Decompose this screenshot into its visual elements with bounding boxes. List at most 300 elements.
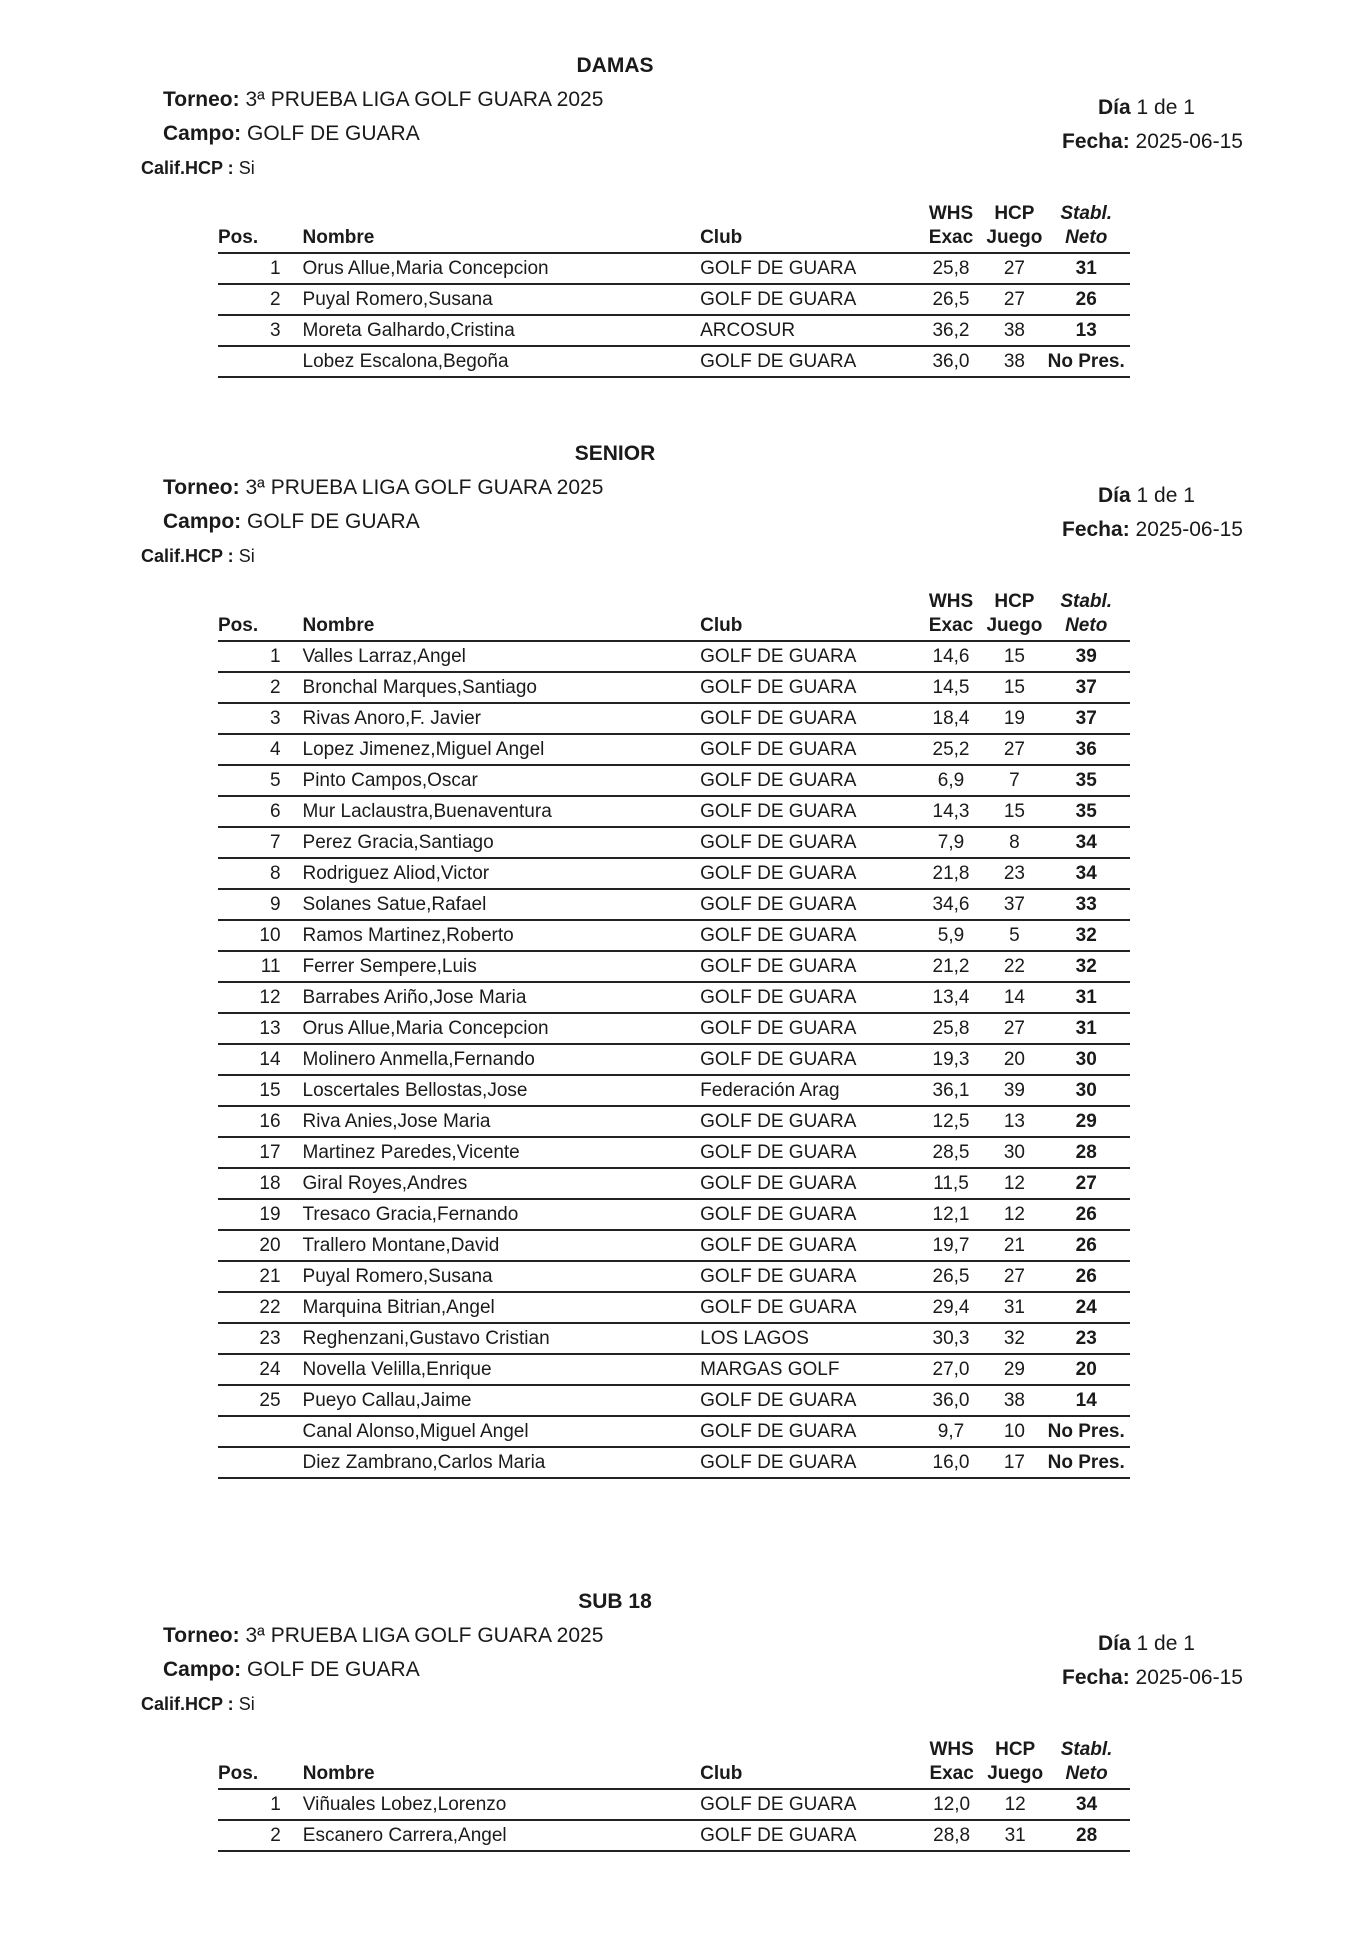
campo-label: Campo: — [163, 510, 242, 533]
fecha-line — [1062, 130, 1243, 154]
name-cell: Escanero Carrera,Angel — [303, 1820, 700, 1851]
whs-header — [916, 202, 987, 253]
table-row — [218, 1044, 1130, 1075]
hcp-cell: 15 — [986, 641, 1042, 672]
dia-line — [1098, 1632, 1195, 1656]
results-table — [218, 1738, 1130, 1852]
name-cell: Canal Alonso,Miguel Angel — [303, 1416, 701, 1447]
hcp-header — [986, 590, 1042, 641]
calif-label: Calif.HCP : — [141, 1694, 234, 1714]
club-cell: GOLF DE GUARA — [700, 1292, 915, 1323]
table-row — [218, 1820, 1130, 1851]
whs-header-text: Exac — [928, 615, 974, 636]
name-cell: Puyal Romero,Susana — [303, 284, 701, 315]
calif-label: Calif.HCP : — [141, 546, 234, 566]
neto-cell: 14 — [1042, 1385, 1130, 1416]
club-cell: GOLF DE GUARA — [700, 1416, 915, 1447]
whs-cell: 26,5 — [916, 1261, 987, 1292]
campo-line — [163, 510, 420, 534]
hcp-cell: 27 — [986, 284, 1042, 315]
whs-cell: 34,6 — [916, 889, 987, 920]
fecha-value: 2025-06-15 — [1135, 518, 1243, 541]
pos-cell: 19 — [218, 1199, 303, 1230]
table-row — [218, 1789, 1130, 1820]
neto-cell: 26 — [1042, 1199, 1130, 1230]
table-row — [218, 641, 1130, 672]
table-row — [218, 1230, 1130, 1261]
whs-cell: 26,5 — [916, 284, 987, 315]
whs-cell: 28,8 — [916, 1820, 987, 1851]
pos-cell: 1 — [218, 1789, 303, 1820]
hcp-cell: 31 — [986, 1292, 1042, 1323]
club-cell: GOLF DE GUARA — [700, 1013, 915, 1044]
dia-value: 1 de 1 — [1136, 96, 1195, 119]
club-cell: Federación Arag — [700, 1075, 915, 1106]
neto-cell: 34 — [1042, 827, 1130, 858]
table-row — [218, 920, 1130, 951]
club-cell: GOLF DE GUARA — [700, 1106, 915, 1137]
name-cell: Bronchal Marques,Santiago — [303, 672, 701, 703]
whs-cell: 27,0 — [916, 1354, 987, 1385]
club-header-text: Club — [700, 615, 743, 636]
name-cell: Loscertales Bellostas,Jose — [303, 1075, 701, 1106]
hcp-cell: 29 — [986, 1354, 1042, 1385]
dia-value: 1 de 1 — [1136, 484, 1195, 507]
club-cell: GOLF DE GUARA — [700, 1230, 915, 1261]
section-title: SENIOR — [574, 442, 656, 465]
club-cell: GOLF DE GUARA — [700, 703, 915, 734]
table-row — [218, 982, 1130, 1013]
pos-cell — [218, 1447, 303, 1478]
torneo-value: 3ª PRUEBA LIGA GOLF GUARA 2025 — [245, 1624, 604, 1647]
hcp-header-text: Juego — [986, 615, 1043, 636]
name-header — [303, 202, 701, 253]
club-cell: GOLF DE GUARA — [700, 1044, 915, 1075]
table-row — [218, 1447, 1130, 1478]
pos-cell — [218, 346, 303, 377]
pos-cell: 2 — [218, 1820, 303, 1851]
whs-cell: 18,4 — [916, 703, 987, 734]
table-row — [218, 284, 1130, 315]
name-cell: Trallero Montane,David — [303, 1230, 701, 1261]
table-row — [218, 889, 1130, 920]
whs-cell: 12,1 — [916, 1199, 987, 1230]
club-cell: GOLF DE GUARA — [700, 796, 915, 827]
fecha-line — [1062, 518, 1243, 542]
whs-cell: 5,9 — [916, 920, 987, 951]
neto-header — [1042, 590, 1130, 641]
calif-line — [141, 546, 255, 567]
hcp-header — [987, 1738, 1043, 1789]
pos-cell: 2 — [218, 672, 303, 703]
fecha-value: 2025-06-15 — [1135, 1666, 1243, 1689]
club-cell: GOLF DE GUARA — [700, 951, 915, 982]
club-cell: GOLF DE GUARA — [700, 734, 915, 765]
club-cell: GOLF DE GUARA — [700, 1447, 915, 1478]
name-cell: Puyal Romero,Susana — [303, 1261, 701, 1292]
table-row — [218, 1137, 1130, 1168]
whs-cell: 30,3 — [916, 1323, 987, 1354]
neto-header-text: Neto — [1065, 1763, 1108, 1784]
pos-cell: 10 — [218, 920, 303, 951]
campo-value: GOLF DE GUARA — [247, 1658, 420, 1681]
name-header-text: Nombre — [302, 227, 375, 248]
name-cell: Orus Allue,Maria Concepcion — [303, 1013, 701, 1044]
club-header — [700, 1738, 916, 1789]
pos-cell: 4 — [218, 734, 303, 765]
hcp-cell: 10 — [986, 1416, 1042, 1447]
name-cell: Riva Anies,Jose Maria — [303, 1106, 701, 1137]
section-title: DAMAS — [576, 54, 654, 77]
whs-cell: 14,3 — [916, 796, 987, 827]
hcp-cell: 21 — [986, 1230, 1042, 1261]
whs-cell: 13,4 — [916, 982, 987, 1013]
table-row — [218, 1106, 1130, 1137]
neto-header — [1042, 202, 1130, 253]
whs-header-text: WHS — [928, 591, 974, 612]
neto-cell: No Pres. — [1042, 1416, 1130, 1447]
hcp-cell: 20 — [986, 1044, 1042, 1075]
table-row — [218, 1168, 1130, 1199]
whs-cell: 12,0 — [916, 1789, 987, 1820]
neto-cell: 26 — [1042, 284, 1130, 315]
campo-label: Campo: — [163, 1658, 242, 1681]
calif-value: Si — [238, 1694, 255, 1714]
campo-line — [163, 1658, 420, 1682]
name-header-text: Nombre — [302, 1763, 375, 1784]
pos-cell — [218, 1416, 303, 1447]
neto-cell: 26 — [1042, 1230, 1130, 1261]
whs-cell: 7,9 — [916, 827, 987, 858]
neto-cell: 34 — [1042, 858, 1130, 889]
fecha-label: Fecha: — [1062, 518, 1130, 541]
whs-cell: 29,4 — [916, 1292, 987, 1323]
table-row — [218, 796, 1130, 827]
club-cell: GOLF DE GUARA — [700, 253, 915, 284]
club-cell: GOLF DE GUARA — [700, 672, 915, 703]
whs-cell: 14,5 — [916, 672, 987, 703]
neto-cell: 34 — [1043, 1789, 1130, 1820]
pos-cell: 11 — [218, 951, 303, 982]
name-cell: Rodriguez Aliod,Victor — [303, 858, 701, 889]
hcp-header-text: Juego — [986, 227, 1043, 248]
pos-header-text: Pos. — [218, 615, 259, 636]
neto-cell: 31 — [1042, 982, 1130, 1013]
neto-cell: No Pres. — [1042, 346, 1130, 377]
name-cell: Diez Zambrano,Carlos Maria — [303, 1447, 701, 1478]
table-row — [218, 858, 1130, 889]
hcp-cell: 13 — [986, 1106, 1042, 1137]
club-cell: GOLF DE GUARA — [700, 1261, 915, 1292]
table-row — [218, 346, 1130, 377]
pos-cell: 25 — [218, 1385, 303, 1416]
table-row — [218, 1075, 1130, 1106]
pos-cell: 17 — [218, 1137, 303, 1168]
name-cell: Perez Gracia,Santiago — [303, 827, 701, 858]
name-cell: Barrabes Ariño,Jose Maria — [303, 982, 701, 1013]
whs-cell: 9,7 — [916, 1416, 987, 1447]
campo-label: Campo: — [163, 122, 242, 145]
club-header — [700, 202, 915, 253]
pos-header — [218, 202, 303, 253]
whs-cell: 19,7 — [916, 1230, 987, 1261]
table-header-row — [218, 590, 1130, 641]
hcp-cell: 12 — [986, 1199, 1042, 1230]
neto-cell: No Pres. — [1042, 1447, 1130, 1478]
section-title: SUB 18 — [578, 1590, 652, 1613]
table-row — [218, 1199, 1130, 1230]
dia-label: Día — [1098, 1632, 1131, 1655]
pos-cell: 24 — [218, 1354, 303, 1385]
name-cell: Tresaco Gracia,Fernando — [303, 1199, 701, 1230]
name-cell: Ramos Martinez,Roberto — [303, 920, 701, 951]
club-cell: GOLF DE GUARA — [700, 1168, 915, 1199]
hcp-cell: 15 — [986, 672, 1042, 703]
pos-cell: 16 — [218, 1106, 303, 1137]
neto-cell: 30 — [1042, 1044, 1130, 1075]
whs-cell: 28,5 — [916, 1137, 987, 1168]
club-header-text: Club — [700, 1763, 743, 1784]
whs-cell: 36,0 — [916, 1385, 987, 1416]
club-cell: GOLF DE GUARA — [700, 346, 915, 377]
neto-cell: 28 — [1043, 1820, 1130, 1851]
name-cell: Lopez Jimenez,Miguel Angel — [303, 734, 701, 765]
hcp-cell: 8 — [986, 827, 1042, 858]
whs-cell: 25,8 — [916, 1013, 987, 1044]
neto-header-text: Stabl. — [1060, 591, 1113, 612]
club-header — [700, 590, 915, 641]
calif-line — [141, 1694, 255, 1715]
hcp-cell: 17 — [986, 1447, 1042, 1478]
pos-cell: 8 — [218, 858, 303, 889]
neto-cell: 20 — [1042, 1354, 1130, 1385]
pos-cell: 23 — [218, 1323, 303, 1354]
hcp-cell: 27 — [986, 1261, 1042, 1292]
name-header-text: Nombre — [302, 615, 375, 636]
neto-header — [1043, 1738, 1130, 1789]
neto-cell: 35 — [1042, 765, 1130, 796]
name-cell: Molinero Anmella,Fernando — [303, 1044, 701, 1075]
table-row — [218, 703, 1130, 734]
neto-cell: 26 — [1042, 1261, 1130, 1292]
club-cell: MARGAS GOLF — [700, 1354, 915, 1385]
neto-cell: 32 — [1042, 951, 1130, 982]
pos-cell: 5 — [218, 765, 303, 796]
hcp-header — [986, 202, 1042, 253]
hcp-cell: 19 — [986, 703, 1042, 734]
calif-line — [141, 158, 255, 179]
name-cell: Marquina Bitrian,Angel — [303, 1292, 701, 1323]
whs-cell: 21,8 — [916, 858, 987, 889]
table-row — [218, 1323, 1130, 1354]
neto-cell: 30 — [1042, 1075, 1130, 1106]
whs-cell: 16,0 — [916, 1447, 987, 1478]
neto-header-text: Neto — [1065, 227, 1108, 248]
table-header-row — [218, 202, 1130, 253]
dia-label: Día — [1098, 484, 1131, 507]
name-cell: Reghenzani,Gustavo Cristian — [303, 1323, 701, 1354]
hcp-header-text: HCP — [994, 591, 1035, 612]
torneo-label: Torneo: — [163, 1624, 240, 1647]
neto-cell: 37 — [1042, 703, 1130, 734]
torneo-label: Torneo: — [163, 476, 240, 499]
pos-cell: 1 — [218, 253, 303, 284]
name-cell: Solanes Satue,Rafael — [303, 889, 701, 920]
pos-cell: 1 — [218, 641, 303, 672]
name-cell: Martinez Paredes,Vicente — [303, 1137, 701, 1168]
table-row — [218, 1261, 1130, 1292]
whs-cell: 19,3 — [916, 1044, 987, 1075]
hcp-cell: 7 — [986, 765, 1042, 796]
pos-cell: 18 — [218, 1168, 303, 1199]
neto-cell: 24 — [1042, 1292, 1130, 1323]
fecha-label: Fecha: — [1062, 130, 1130, 153]
hcp-cell: 12 — [986, 1168, 1042, 1199]
neto-cell: 39 — [1042, 641, 1130, 672]
pos-header — [218, 1738, 303, 1789]
club-cell: GOLF DE GUARA — [700, 284, 915, 315]
neto-cell: 33 — [1042, 889, 1130, 920]
name-cell: Valles Larraz,Angel — [303, 641, 701, 672]
hcp-cell: 27 — [986, 253, 1042, 284]
hcp-cell: 31 — [987, 1820, 1043, 1851]
club-cell: GOLF DE GUARA — [700, 1199, 915, 1230]
torneo-value: 3ª PRUEBA LIGA GOLF GUARA 2025 — [245, 88, 604, 111]
name-header — [303, 590, 701, 641]
whs-header-text: Exac — [929, 1763, 974, 1784]
club-cell: GOLF DE GUARA — [700, 889, 915, 920]
club-cell: GOLF DE GUARA — [700, 827, 915, 858]
torneo-label: Torneo: — [163, 88, 240, 111]
hcp-header-text: HCP — [994, 203, 1035, 224]
neto-header-text: Neto — [1065, 615, 1108, 636]
neto-header-text: Stabl. — [1060, 1739, 1113, 1760]
pos-cell: 7 — [218, 827, 303, 858]
table-row — [218, 951, 1130, 982]
fecha-line — [1062, 1666, 1243, 1690]
table-row — [218, 1013, 1130, 1044]
club-cell: ARCOSUR — [700, 315, 915, 346]
club-cell: GOLF DE GUARA — [700, 982, 915, 1013]
pos-cell: 21 — [218, 1261, 303, 1292]
pos-cell: 14 — [218, 1044, 303, 1075]
hcp-cell: 14 — [986, 982, 1042, 1013]
calif-value: Si — [238, 158, 255, 178]
whs-cell: 14,6 — [916, 641, 987, 672]
hcp-header-text: Juego — [987, 1763, 1044, 1784]
pos-cell: 9 — [218, 889, 303, 920]
table-row — [218, 1416, 1130, 1447]
hcp-cell: 12 — [987, 1789, 1043, 1820]
torneo-line — [163, 1624, 603, 1648]
club-cell: GOLF DE GUARA — [700, 765, 915, 796]
neto-header-text: Stabl. — [1060, 203, 1113, 224]
table-row — [218, 315, 1130, 346]
hcp-cell: 22 — [986, 951, 1042, 982]
whs-cell: 6,9 — [916, 765, 987, 796]
hcp-cell: 38 — [986, 1385, 1042, 1416]
whs-cell: 21,2 — [916, 951, 987, 982]
neto-cell: 37 — [1042, 672, 1130, 703]
neto-cell: 36 — [1042, 734, 1130, 765]
neto-cell: 13 — [1042, 315, 1130, 346]
name-cell: Novella Velilla,Enrique — [303, 1354, 701, 1385]
pos-cell: 3 — [218, 315, 303, 346]
name-cell: Moreta Galhardo,Cristina — [303, 315, 701, 346]
name-cell: Lobez Escalona,Begoña — [303, 346, 701, 377]
club-cell: GOLF DE GUARA — [700, 1385, 915, 1416]
results-table — [218, 202, 1130, 378]
table-row — [218, 765, 1130, 796]
table-row — [218, 1354, 1130, 1385]
pos-header-text: Pos. — [218, 227, 259, 248]
whs-cell: 36,2 — [916, 315, 987, 346]
dia-line — [1098, 484, 1195, 508]
whs-header-text: Exac — [928, 227, 974, 248]
name-cell: Mur Laclaustra,Buenaventura — [303, 796, 701, 827]
torneo-value: 3ª PRUEBA LIGA GOLF GUARA 2025 — [245, 476, 604, 499]
hcp-header-text: HCP — [995, 1739, 1036, 1760]
hcp-cell: 5 — [986, 920, 1042, 951]
dia-line — [1098, 96, 1195, 120]
hcp-cell: 37 — [986, 889, 1042, 920]
club-cell: GOLF DE GUARA — [700, 641, 915, 672]
neto-cell: 31 — [1042, 1013, 1130, 1044]
neto-cell: 27 — [1042, 1168, 1130, 1199]
fecha-label: Fecha: — [1062, 1666, 1130, 1689]
whs-cell: 25,8 — [916, 253, 987, 284]
name-cell: Pinto Campos,Oscar — [303, 765, 701, 796]
hcp-cell: 15 — [986, 796, 1042, 827]
whs-cell: 36,0 — [916, 346, 987, 377]
name-cell: Viñuales Lobez,Lorenzo — [303, 1789, 700, 1820]
club-header-text: Club — [700, 227, 743, 248]
pos-header — [218, 590, 303, 641]
table-row — [218, 827, 1130, 858]
hcp-cell: 27 — [986, 1013, 1042, 1044]
fecha-value: 2025-06-15 — [1135, 130, 1243, 153]
neto-cell: 32 — [1042, 920, 1130, 951]
campo-value: GOLF DE GUARA — [247, 122, 420, 145]
torneo-line — [163, 88, 603, 112]
hcp-cell: 23 — [986, 858, 1042, 889]
club-cell: GOLF DE GUARA — [700, 858, 915, 889]
whs-header-text: WHS — [928, 203, 974, 224]
whs-header — [916, 590, 987, 641]
pos-cell: 15 — [218, 1075, 303, 1106]
dia-value: 1 de 1 — [1136, 1632, 1195, 1655]
club-cell: GOLF DE GUARA — [700, 1137, 915, 1168]
whs-header — [916, 1738, 987, 1789]
pos-cell: 20 — [218, 1230, 303, 1261]
neto-cell: 23 — [1042, 1323, 1130, 1354]
name-cell: Rivas Anoro,F. Javier — [303, 703, 701, 734]
dia-label: Día — [1098, 96, 1131, 119]
neto-cell: 31 — [1042, 253, 1130, 284]
neto-cell: 28 — [1042, 1137, 1130, 1168]
name-header — [303, 1738, 700, 1789]
hcp-cell: 39 — [986, 1075, 1042, 1106]
hcp-cell: 27 — [986, 734, 1042, 765]
pos-cell: 3 — [218, 703, 303, 734]
pos-header-text: Pos. — [218, 1763, 259, 1784]
neto-cell: 35 — [1042, 796, 1130, 827]
hcp-cell: 38 — [986, 346, 1042, 377]
table-row — [218, 734, 1130, 765]
pos-cell: 6 — [218, 796, 303, 827]
club-cell: GOLF DE GUARA — [700, 920, 915, 951]
club-cell: GOLF DE GUARA — [700, 1789, 916, 1820]
